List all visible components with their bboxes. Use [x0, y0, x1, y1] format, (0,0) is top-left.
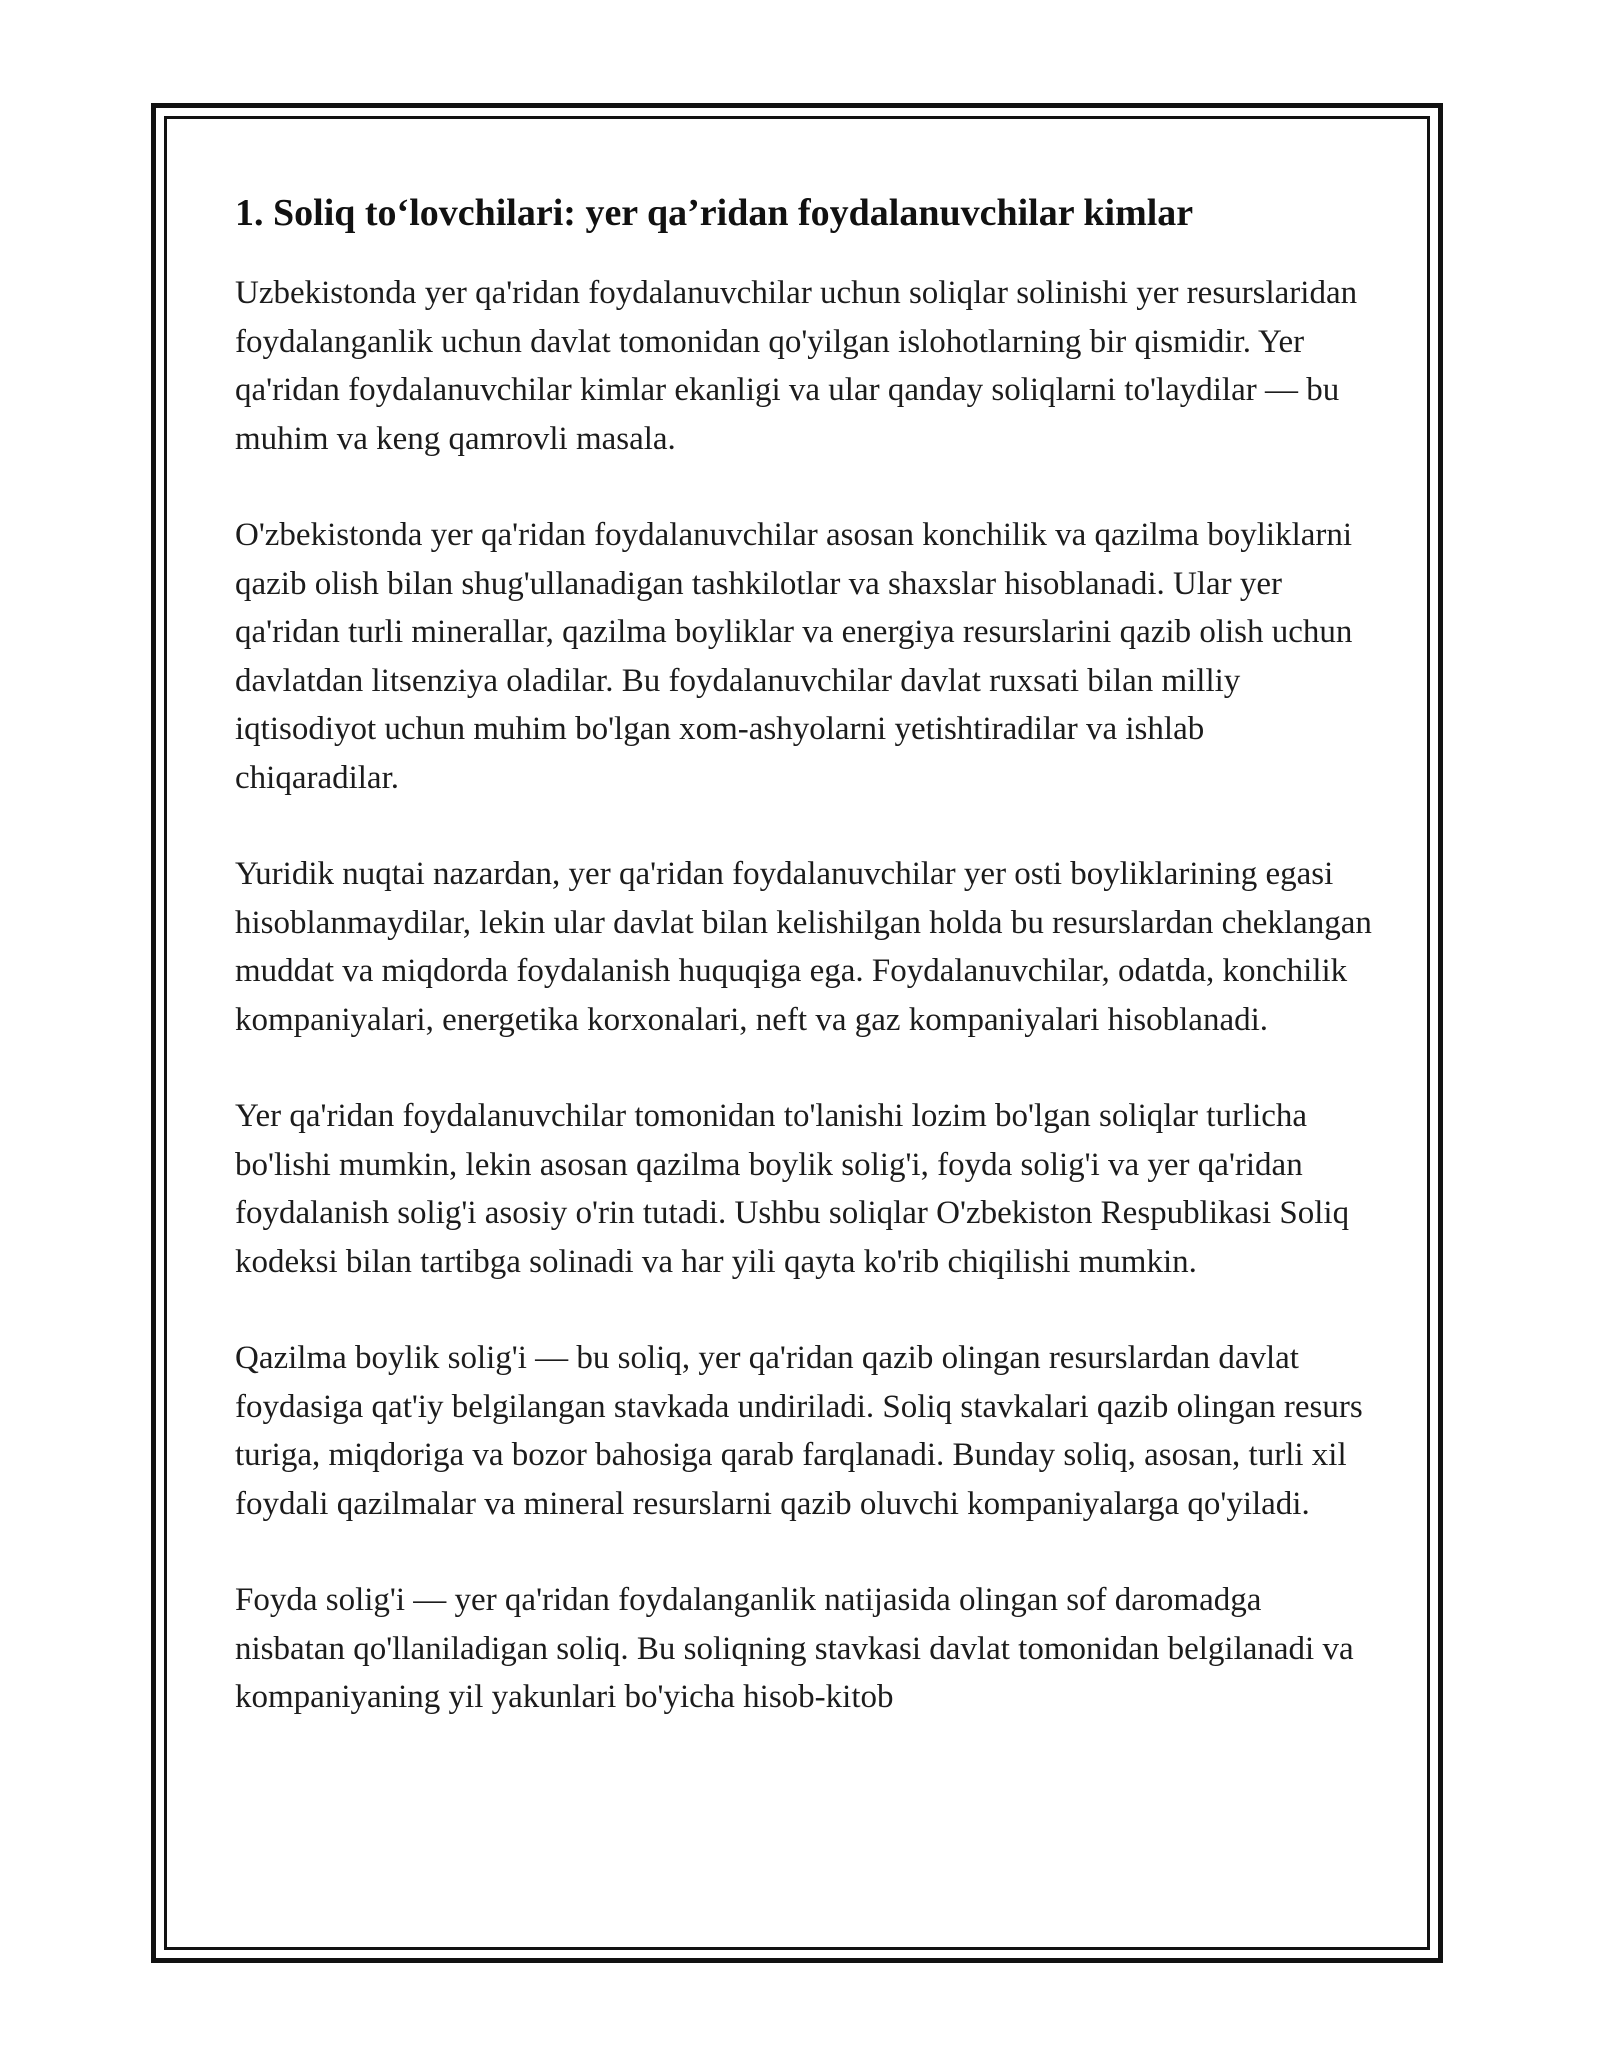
paragraph-3: Yuridik nuqtai nazardan, yer qa'ridan foydalanuvchilar yer osti boyliklarining egasi hisoblanmaydilar, lekin ular davlat bilan kelishilgan holda bu resurslardan cheklangan muddat va miqdorda foydalanish huquqiga ega. Foydalanuvchilar, odatda, konchilik kompaniyalari, energetika korxonalari, neft va gaz kompaniyalari hisoblanadi.: [235, 856, 1372, 1038]
paragraph-4: Yer qa'ridan foydalanuvchilar tomonidan to'lanishi lozim bo'lgan soliqlar turlicha bo'lishi mumkin, lekin asosan qazilma boylik solig'i, foyda solig'i va yer qa'ridan foydalanish solig'i asosiy o'rin tutadi. Ushbu soliqlar O'zbekiston Respublikasi Soliq kodeksi bilan tartibga solinadi va har yili qayta ko'rib chiqilishi mumkin.: [235, 1098, 1350, 1280]
document-body: [235, 185, 1375, 1770]
section-heading: 1. Soliq to‘lovchilari: yer qa’ridan foydalanuvchilar kimlar: [235, 192, 1194, 234]
paragraph-2: O'zbekistonda yer qa'ridan foydalanuvchilar asosan konchilik va qazilma boyliklarni qazib olish bilan shug'ullanadigan tashkilotlar va shaxslar hisoblanadi. Ular yer qa'ridan turli minerallar, qazilma boyliklar va energiya resurslarini qazib olish uchun davlatdan litsenziya oladilar. Bu foydalanuvchilar davlat ruxsati bilan milliy iqtisodiyot uchun muhim bo'lgan xom-ashyolarni yetishtiradilar va ishlab chiqaradilar.: [235, 517, 1353, 796]
paragraph-1: Uzbekistonda yer qa'ridan foydalanuvchilar uchun soliqlar solinishi yer resurslaridan foydalanganlik uchun davlat tomonidan qo'yilgan islohotlarning bir qismidir. Yer qa'ridan foydalanuvchilar kimlar ekanligi va ular qanday soliqlarni to'laydilar — bu muhim va keng qamrovli masala.: [235, 275, 1358, 457]
paragraph-5: Qazilma boylik solig'i — bu soliq, yer qa'ridan qazib olingan resurslardan davlat foydasiga qat'iy belgilangan stavkada undiriladi. Soliq stavkalari qazib olingan resurs turiga, miqdoriga va bozor bahosiga qarab farqlanadi. Bunday soliq, asosan, turli xil foydali qazilmalar va mineral resurslarni qazib oluvchi kompaniyalarga qo'yiladi.: [235, 1340, 1363, 1522]
paragraph-6: Foyda solig'i — yer qa'ridan foydalanganlik natijasida olingan sof daromadga nisbatan qo'llaniladigan soliq. Bu soliqning stavkasi davlat tomonidan belgilanadi va kompaniyaning yil yakunlari bo'yicha hisob-kitob: [235, 1582, 1354, 1715]
